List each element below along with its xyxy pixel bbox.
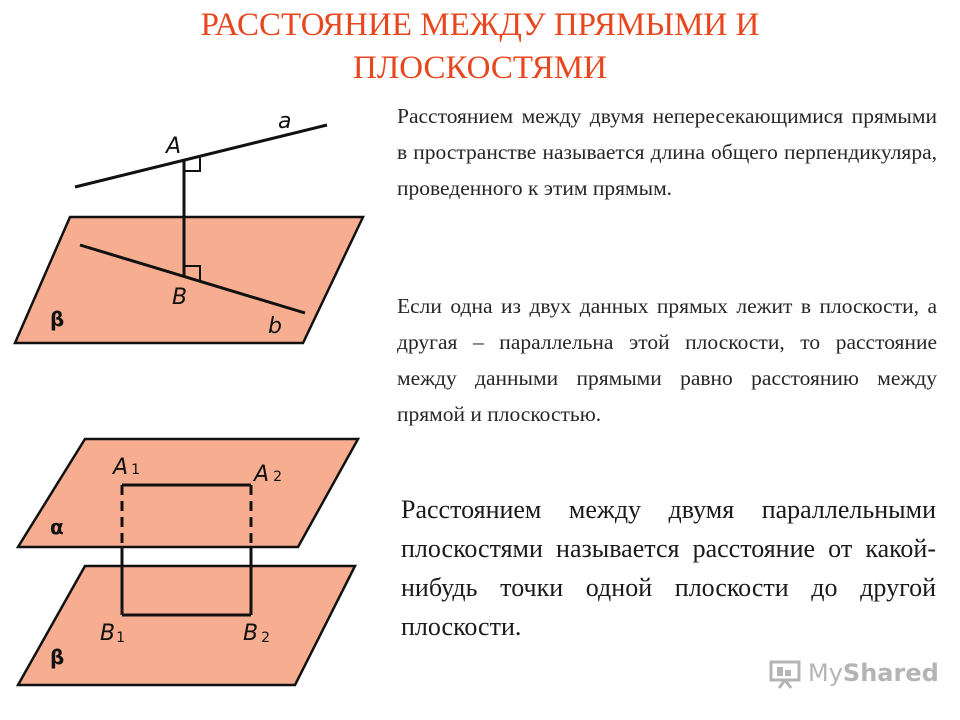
paragraph-skew-lines-distance: Расстоянием между двумя непересекающимися прямыми в пространстве называется длина общего перпендикуляра, проведенного к этим прямым. <box>397 104 937 200</box>
label-B1: B1 <box>100 621 126 646</box>
plane-beta-figure2 <box>18 566 355 685</box>
plane-beta-figure1 <box>15 217 363 343</box>
figure-skew-lines <box>15 109 363 343</box>
label-line-b: b <box>268 314 282 339</box>
plane-alpha-figure2 <box>18 439 358 547</box>
label-plane-beta-1: β <box>50 307 65 331</box>
paragraph-parallel-planes-distance: Расстоянием между двумя параллельными плоскостями называется расстояние от какой-нибудь точки одной плоскости до другой плоскости. <box>401 495 936 641</box>
watermark-text: MyShared <box>808 659 939 687</box>
myshared-watermark <box>768 655 939 691</box>
label-plane-beta-2: β <box>50 645 65 669</box>
label-line-a: a <box>278 109 292 134</box>
label-point-B: B <box>172 285 188 310</box>
title-line-2: ПЛОСКОСТЯМИ <box>353 50 607 86</box>
presentation-icon <box>768 657 802 689</box>
paragraph-line-plane-distance: Если одна из двух данных прямых лежит в плоскости, а другая – параллельна этой плоскости, то расстояние между данными прямыми равно расстоянию между прямой и плоскостью. <box>397 294 937 426</box>
label-A2: A 2 <box>254 462 282 487</box>
label-plane-alpha: α <box>50 515 64 539</box>
label-point-A: A <box>166 134 182 159</box>
figure-parallel-planes <box>18 439 358 685</box>
title-line-1: РАССТОЯНИЕ МЕЖДУ ПРЯМЫМИ И <box>200 7 760 43</box>
label-A1: A 1 <box>113 455 140 480</box>
label-B2: B 2 <box>243 621 271 646</box>
